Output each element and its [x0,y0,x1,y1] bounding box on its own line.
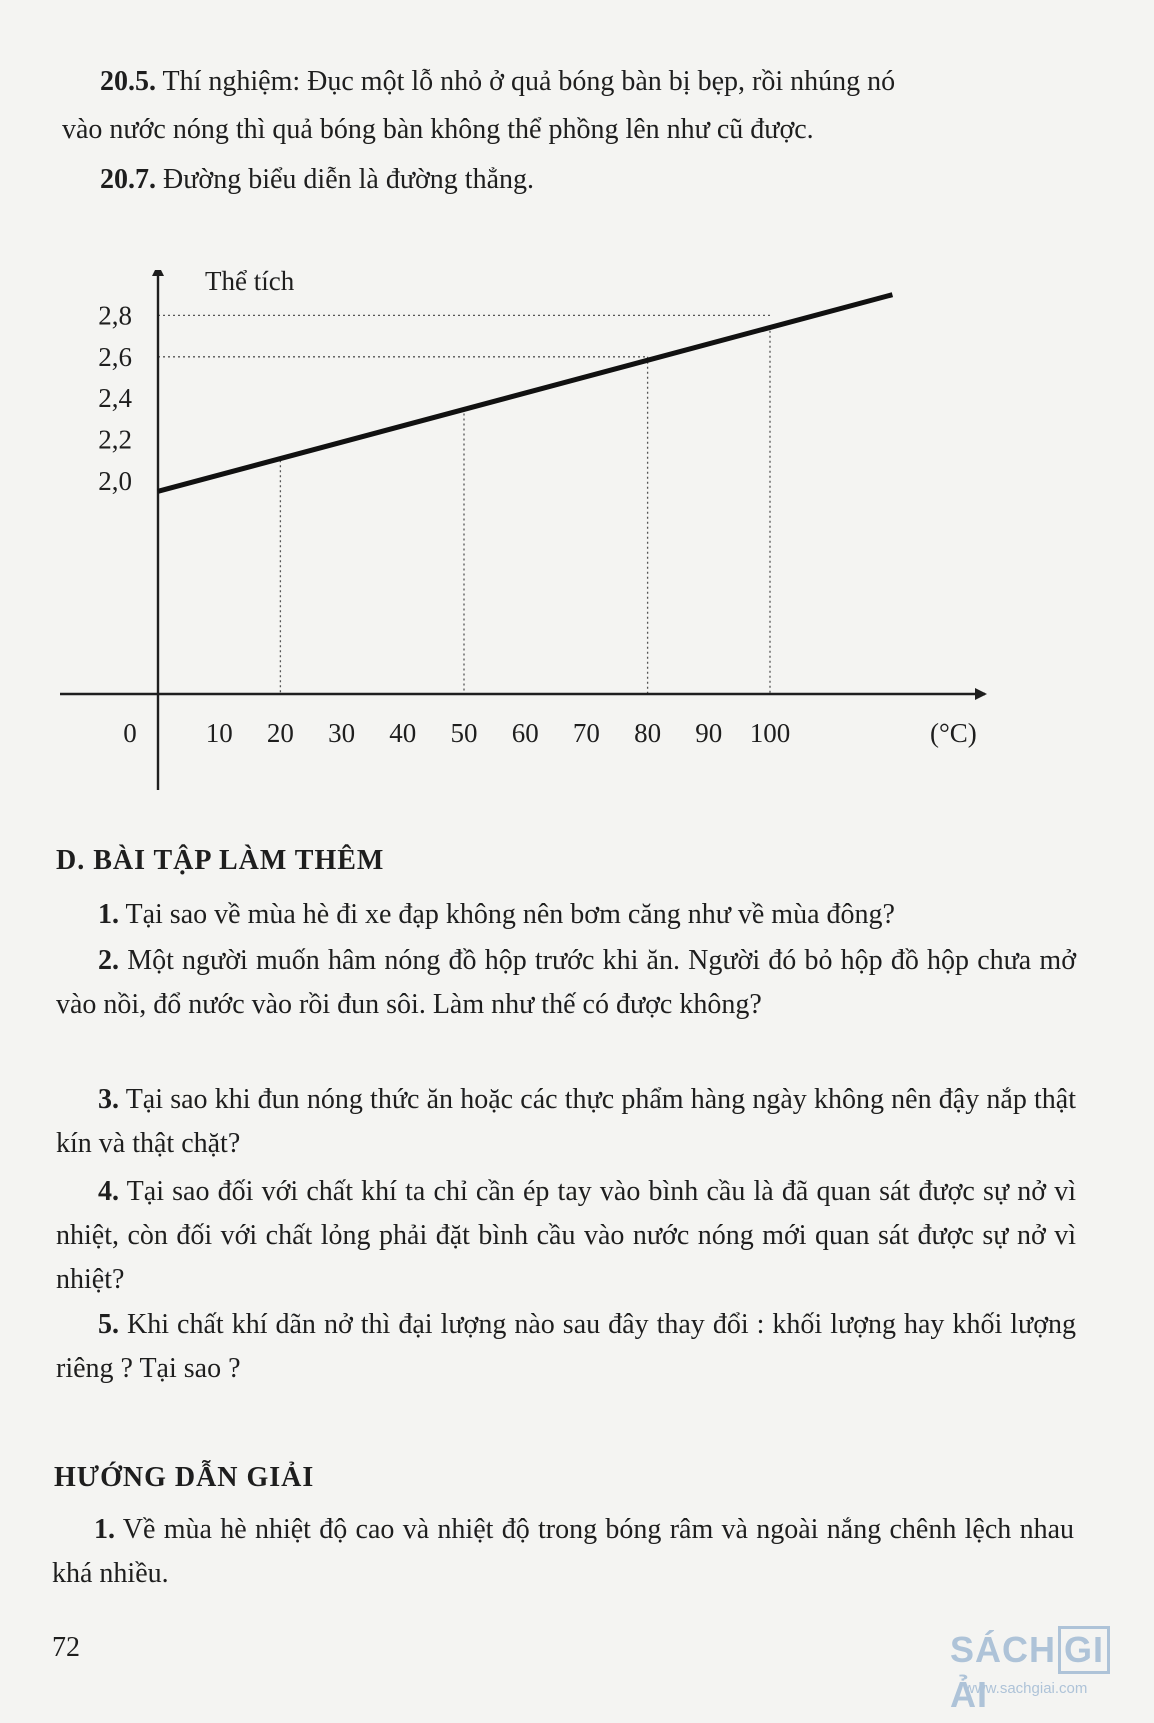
guide-text: Về mùa hè nhiệt độ cao và nhiệt độ trong bóng râm và ngoài nắng chênh lệch nhau khá nhiều. [52,1514,1074,1589]
exercise-number: 3. [98,1084,119,1115]
x-tick-label: 20 [266,718,294,748]
x-tick-label: 0 [123,718,137,748]
x-tick-labels [123,718,790,748]
guide-answer-1 [52,1508,1074,1596]
guide-number: 1. [94,1514,115,1545]
exercise-text: Một người muốn hâm nóng đồ hộp trước khi ăn. Người đó bỏ hộp đồ hộp chưa mở vào nồi, đổ nước vào rồi đun sôi. Làm như thế có được không? [56,945,1077,1020]
section-d-title: D. BÀI TẬP LÀM THÊM [56,845,385,876]
exercise-5 [56,1303,1076,1391]
x-tick-label: 100 [749,718,791,748]
x-tick-label: 80 [634,718,662,748]
y-tick-label: 2,0 [98,466,132,496]
exercise-1 [98,893,1088,937]
x-axis-unit-label: (°C) [930,718,977,748]
watermark-brand [950,1626,1150,1716]
y-tick-label: 2,6 [98,341,132,372]
y-tick-label: 2,4 [98,383,132,414]
exercise-2 [56,939,1076,1027]
x-tick-label: 30 [328,718,356,748]
watermark-brand-box: GI [1058,1626,1110,1674]
answer-20-5 [100,60,1090,104]
watermark [950,1618,1150,1713]
y-tick-label: 2,8 [98,300,132,331]
x-tick-label: 10 [205,718,233,748]
chart-series [158,295,892,492]
exercise-text: Tại sao đối với chất khí ta chỉ cần ép tay vào bình cầu là đã quan sát được sự nở vì nhiệt, còn đối với chất lỏng phải đặt bình cầu vào nước nóng mới quan sát được sự nở vì nhiệt? [56,1176,1076,1295]
answer-number: 20.5. [100,66,156,97]
exercise-number: 4. [98,1176,119,1207]
answer-number: 20.7. [100,164,156,195]
chart-guides [158,315,770,694]
exercise-text: Tại sao về mùa hè đi xe đạp không nên bơm căng như về mùa đông? [125,899,895,930]
volume-line [158,295,892,492]
exercise-3 [56,1078,1076,1166]
x-tick-label: 40 [389,718,417,748]
exercise-text: Tại sao khi đun nóng thức ăn hoặc các thực phẩm hàng ngày không nên đậy nắp thật kín và thật chặt? [56,1084,1076,1159]
exercise-text: Khi chất khí dãn nở thì đại lượng nào sau đây thay đổi : khối lượng hay khối lượng riêng ? Tại sao ? [56,1309,1077,1384]
exercise-4 [56,1170,1076,1302]
answer-20-5-cont: vào nước nóng thì quả bóng bàn không thể phồng lên như cũ được. [62,114,814,145]
y-tick-label: 2,2 [98,424,132,455]
x-tick-label: 60 [511,718,539,748]
page-number: 72 [52,1632,80,1663]
y-axis-label: Thể tích [205,270,295,296]
guide-title: HƯỚNG DẪN GIẢI [54,1462,315,1493]
exercise-number: 5. [98,1309,119,1340]
answer-20-7 [100,158,1090,202]
watermark-brand-part: ẢI [950,1674,988,1715]
y-tick-labels [98,300,132,496]
volume-temperature-chart [40,270,1000,810]
answer-text: Đường biểu diễn là đường thẳng. [163,164,535,195]
x-tick-label: 70 [572,718,600,748]
chart-svg [40,270,1000,810]
exercise-number: 2. [98,945,119,976]
watermark-brand-part: SÁCH [950,1629,1057,1670]
x-tick-label: 90 [695,718,723,748]
exercise-number: 1. [98,899,119,930]
x-tick-label: 50 [450,718,478,748]
answer-text: Thí nghiệm: Đục một lỗ nhỏ ở quả bóng bàn bị bẹp, rồi nhúng nó [162,66,896,97]
watermark-url: www.sachgiai.com [964,1680,1088,1697]
